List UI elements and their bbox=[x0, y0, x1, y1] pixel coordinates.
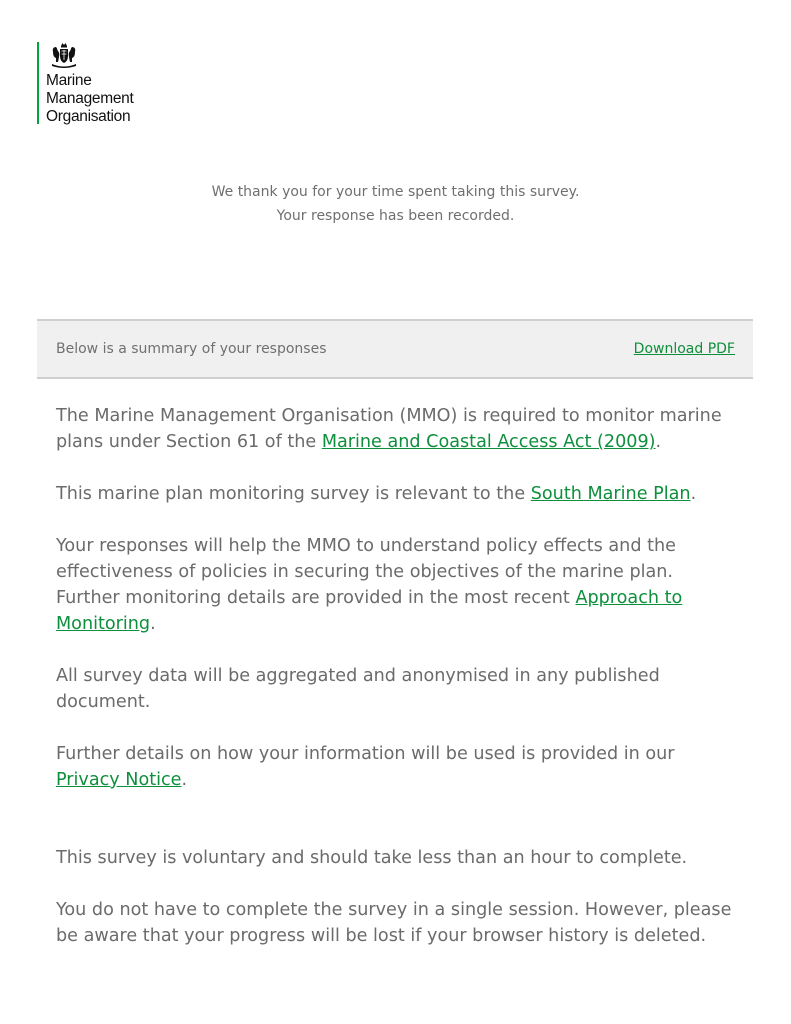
paragraph-text-end: . bbox=[690, 484, 697, 504]
logo-line-2: Management bbox=[46, 90, 134, 107]
paragraph-text: Your responses will help the MMO to understand policy effects and the effectiveness of policies in securing the objectives of the marine plan. Further monitoring details are provided in the most recent bbox=[56, 536, 676, 608]
paragraph-text-end: . bbox=[150, 614, 156, 634]
royal-coat-of-arms-icon bbox=[48, 42, 80, 68]
download-pdf-link[interactable]: Download PDF bbox=[633, 341, 735, 357]
logo-line-3: Organisation bbox=[46, 108, 131, 125]
intro-paragraph-privacy bbox=[56, 741, 736, 793]
approach-to-monitoring-link[interactable]: Approach to Monitoring bbox=[56, 588, 683, 634]
intro-paragraph-anonymity: All survey data will be aggregated and anonymised in any published document. bbox=[56, 666, 660, 712]
south-marine-plan-link[interactable]: South Marine Plan bbox=[530, 484, 691, 504]
paragraph-text: Further details on how your information will be used is provided in our bbox=[56, 744, 675, 764]
intro-paragraph-plan bbox=[56, 481, 736, 507]
thank-you-line-1: We thank you for your time spent taking this survey. bbox=[211, 184, 580, 200]
paragraph-text-end: . bbox=[655, 432, 662, 452]
privacy-notice-link[interactable]: Privacy Notice bbox=[56, 770, 182, 790]
marine-coastal-access-act-link[interactable]: Marine and Coastal Access Act (2009) bbox=[321, 432, 656, 452]
logo-wordmark bbox=[46, 72, 133, 126]
logo-accent-bar bbox=[37, 42, 39, 124]
paragraph-text: This marine plan monitoring survey is relevant to the bbox=[56, 484, 531, 504]
summary-bar bbox=[37, 319, 753, 379]
paragraph-text: The Marine Management Organisation (MMO) is required to monitor marine plans under Section 61 of the bbox=[56, 406, 722, 452]
summary-label: Below is a summary of your responses bbox=[56, 341, 327, 357]
mmo-logo bbox=[37, 42, 133, 126]
survey-intro bbox=[56, 403, 736, 975]
paragraph-text-end: . bbox=[181, 770, 188, 790]
intro-paragraph-voluntary: This survey is voluntary and should take less than an hour to complete. bbox=[56, 848, 688, 868]
thank-you-message bbox=[0, 180, 791, 228]
intro-paragraph-legislation bbox=[56, 403, 736, 455]
intro-paragraph-purpose bbox=[56, 533, 736, 637]
thank-you-line-2: Your response has been recorded. bbox=[276, 208, 515, 224]
logo-content bbox=[46, 42, 133, 126]
logo-line-1: Marine bbox=[46, 72, 92, 89]
intro-paragraph-session: You do not have to complete the survey in a single session. However, please be aware that your progress will be lost if your browser history is deleted. bbox=[56, 900, 732, 946]
